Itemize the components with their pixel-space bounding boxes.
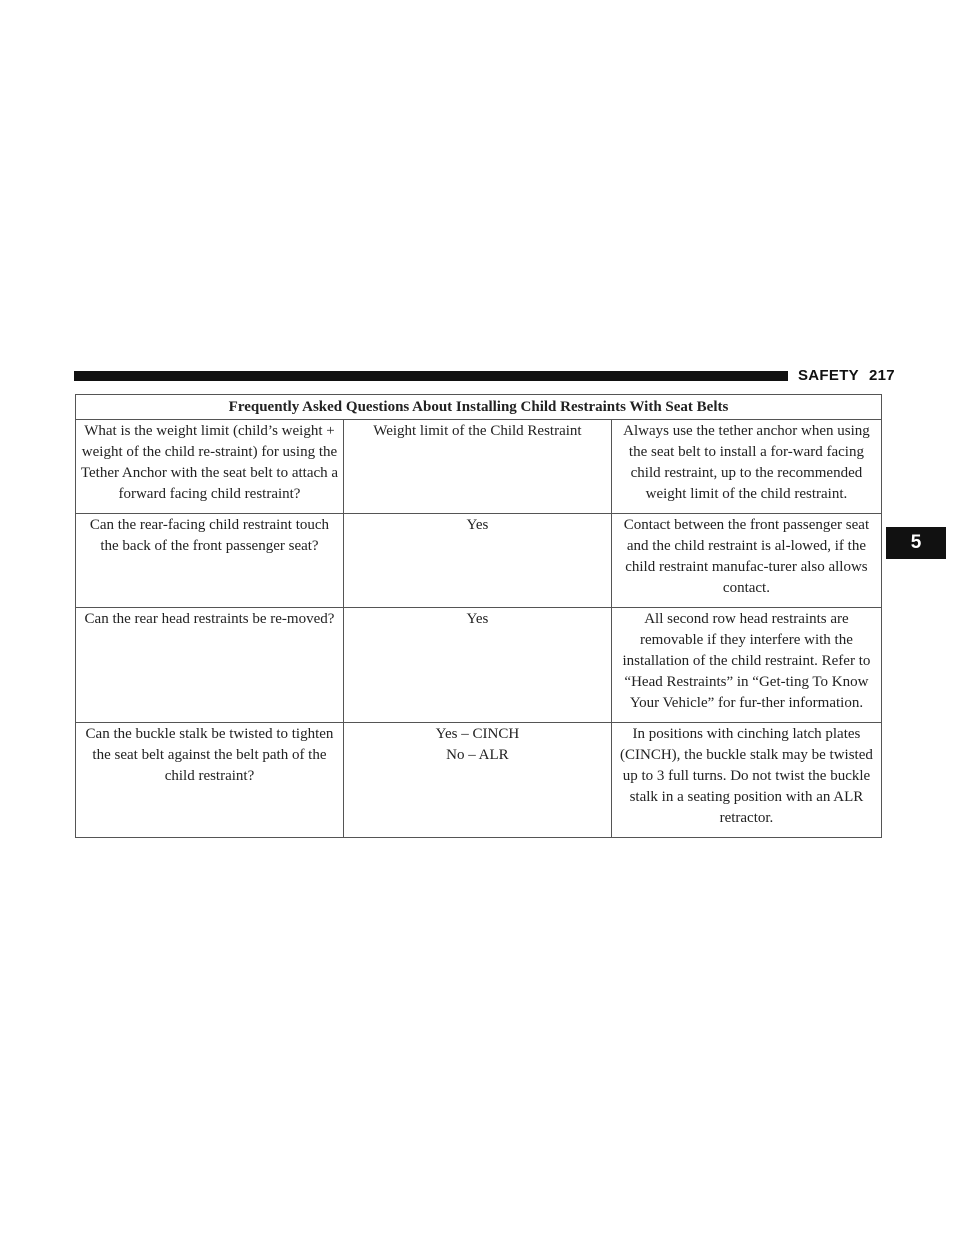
answer-text-line2: No – ALR xyxy=(446,747,509,763)
header-rule xyxy=(74,371,788,381)
answer-text: Yes xyxy=(466,517,489,533)
table-row xyxy=(76,608,882,723)
chapter-tab: 5 xyxy=(886,527,946,559)
question-cell: Can the rear-facing child restraint touch the back of the front passenger seat? xyxy=(76,514,344,608)
answer-text: Yes – CINCH xyxy=(435,726,520,742)
section-title: SAFETY xyxy=(798,367,859,384)
answer-cell xyxy=(343,420,611,514)
answer-text: Yes xyxy=(466,611,489,627)
answer-text: Weight limit of the Child Restraint xyxy=(373,423,582,439)
answer-cell xyxy=(343,608,611,723)
table-row xyxy=(76,514,882,608)
faq-table xyxy=(75,394,882,838)
table-title-row xyxy=(76,395,882,420)
answer-cell xyxy=(343,723,611,838)
note-cell: Contact between the front passenger seat and the child restraint is al-lowed, if the child restraint manufac-turer also allows contact. xyxy=(611,514,881,608)
question-cell: What is the weight limit (child’s weight + weight of the child re-straint) for using the Tether Anchor with the seat belt to attach a forward facing child restraint? xyxy=(76,420,344,514)
question-cell: Can the rear head restraints be re-moved? xyxy=(76,608,344,723)
page-number: 217 xyxy=(868,367,895,384)
table-row xyxy=(76,420,882,514)
running-header xyxy=(798,367,895,384)
question-cell: Can the buckle stalk be twisted to tighten the seat belt against the belt path of the child restraint? xyxy=(76,723,344,838)
note-cell: Always use the tether anchor when using the seat belt to install a for-ward facing child restraint, up to the recommended weight limit of the child restraint. xyxy=(611,420,881,514)
note-cell: In positions with cinching latch plates (CINCH), the buckle stalk may be twisted up to 3 full turns. Do not twist the buckle stalk in a seating position with an ALR retractor. xyxy=(611,723,881,838)
note-cell: All second row head restraints are removable if they interfere with the installation of the child restraint. Refer to “Head Restraints” in “Get-ting To Know Your Vehicle” for fur-ther information. xyxy=(611,608,881,723)
table-row xyxy=(76,723,882,838)
table-title: Frequently Asked Questions About Installing Child Restraints With Seat Belts xyxy=(76,395,882,420)
answer-cell xyxy=(343,514,611,608)
